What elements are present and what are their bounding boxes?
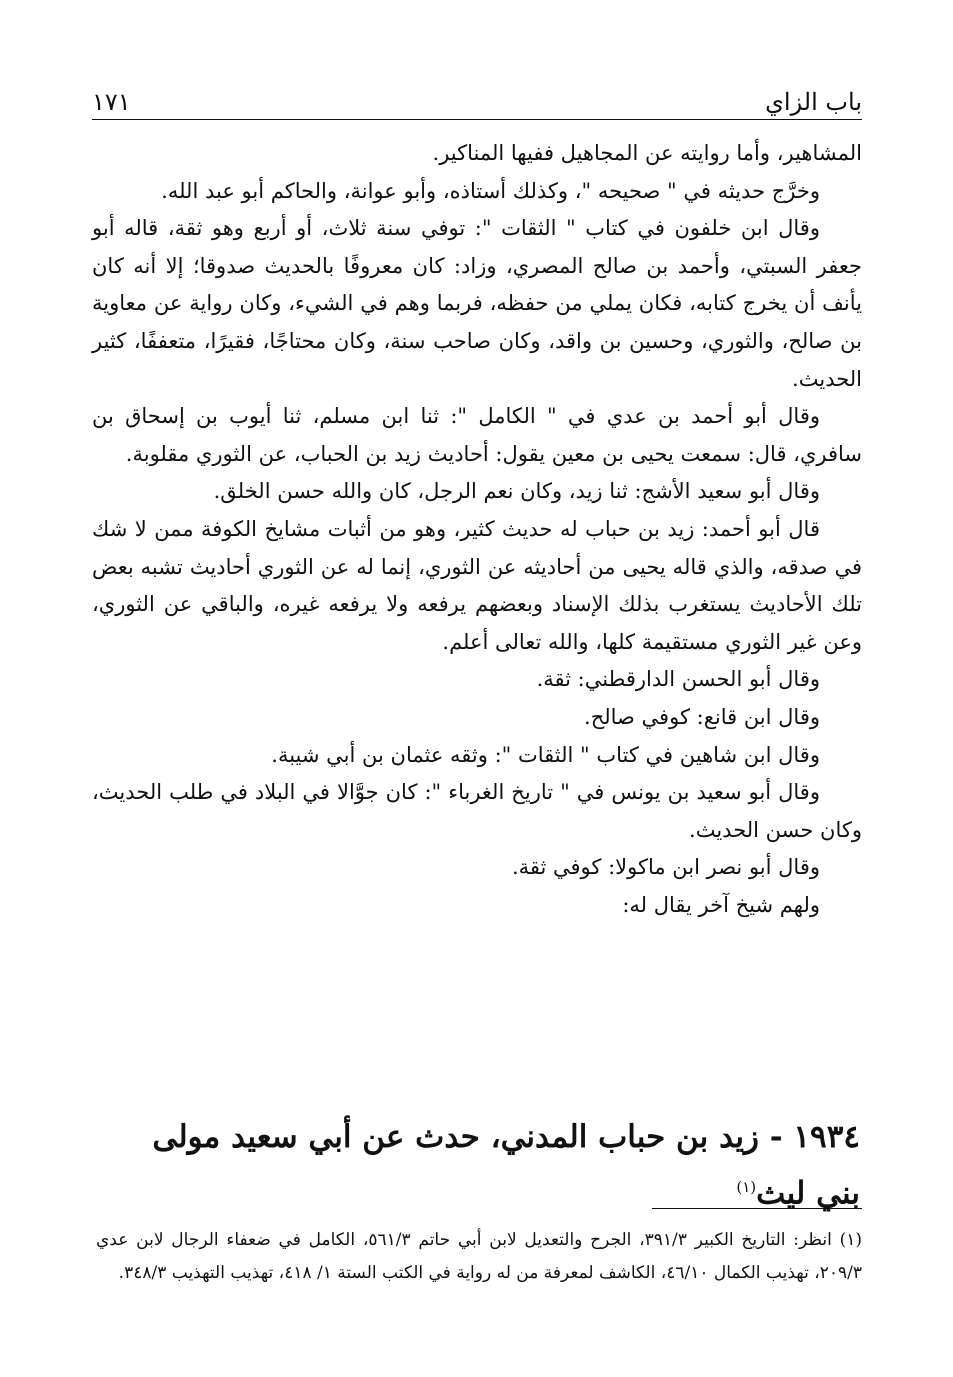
paragraph: وقال ابن شاهين في كتاب " الثقات ": وثقه عثمان بن أبي شيبة. (271, 742, 820, 767)
paragraph: وخرَّج حديثه في " صحيحه "، وكذلك أستاذه، وأبو عوانة، والحاكم أبو عبد الله. (161, 178, 820, 203)
entry-heading (100, 1112, 860, 1218)
paragraph: قال أبو أحمد: زيد بن حباب له حديث كثير، وهو من أثبات مشايخ الكوفة ممن لا شك في صدقه، والذي قاله يحيى من أحاديثه عن الثوري، إنما له عن الثوري أحاديث تشبه بعض تلك الأحاديث يستغرب بذلك الإسناد وبعضهم يرفعه ولا يرفعه غيره، والباقي عن الثوري، وعن غير الثوري مستقيمة كلها، والله تعالى أعلم. (92, 516, 862, 654)
paragraph: وقال ابن قانع: كوفي صالح. (584, 704, 820, 729)
header-rule (92, 119, 862, 120)
entry-heading-text: ١٩٣٤ - زيد بن حباب المدني، حدث عن أبي سعيد مولى بني ليث (152, 1119, 860, 1212)
paragraph: المشاهير، وأما روايته عن المجاهيل ففيها المناكير. (432, 141, 862, 165)
page-header (92, 76, 862, 116)
footnote-marker: (١) (736, 1178, 757, 1196)
page-number: ١٧١ (92, 88, 131, 116)
paragraph: وقال أبو أحمد بن عدي في " الكامل ": ثنا ابن مسلم، ثنا أيوب بن إسحاق بن سافري، قال: سمعت يحيى بن معين يقول: أحاديث زيد بن الحباب، عن الثوري مقلوبة. (92, 404, 862, 466)
paragraph: وقال ابن خلفون في كتاب " الثقات ": توفي سنة ثلاث، أو أربع وهو ثقة، قاله أبو جعفر السبتي، وأحمد بن صالح المصري، وزاد: كان معروفًا بالحديث صدوقا؛ إلا أنه كان يأنف أن يخرج كتابه، فكان يملي من حفظه، فربما وهم في الشيء، وكان رواية عن معاوية بن صالح، والثوري، وحسين بن واقد، وكان صاحب سنة، وكان محتاجًا، فقيرًا، متعففًا، كثير الحديث. (92, 216, 862, 391)
paragraph: ولهم شيخ آخر يقال له: (622, 892, 820, 917)
footnote-rule (652, 1208, 862, 1209)
paragraph: وقال أبو الحسن الدارقطني: ثقة. (536, 667, 820, 692)
paragraph: وقال أبو نصر ابن ماكولا: كوفي ثقة. (511, 855, 820, 880)
footnotes (96, 1224, 862, 1290)
footnote: (١) انظر: التاريخ الكبير ٣٩١/٣، الجرح والتعديل لابن أبي حاتم ٥٦١/٣، الكامل في ضعفاء الرجال لابن عدي ٢٠٩/٣، تهذيب الكمال ٤٦/١٠، الكاشف لمعرفة من له رواية في الكتب الستة ١/ ٤١٨، تهذيب التهذيب ٣٤٨/٣. (96, 1230, 862, 1283)
main-text (92, 135, 862, 924)
paragraph: وقال أبو سعيد بن يونس في " تاريخ الغرباء ": كان جوَّالا في البلاد في طلب الحديث، وكان حسن الحديث. (92, 780, 862, 842)
chapter-title: باب الزاي (765, 88, 862, 116)
paragraph: وقال أبو سعيد الأشج: ثنا زيد، وكان نعم الرجل، كان والله حسن الخلق. (213, 479, 820, 504)
